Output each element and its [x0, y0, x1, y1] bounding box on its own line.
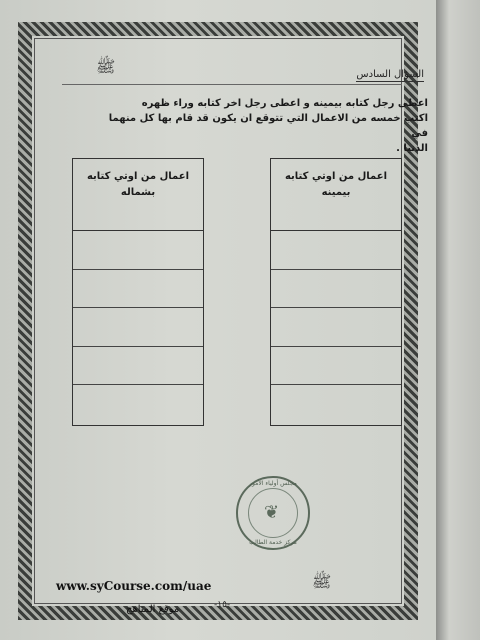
- answer-row[interactable]: [73, 231, 203, 270]
- answer-row[interactable]: [271, 308, 401, 347]
- instruction-line: اكتب خمسه من الاعمال التي تتوقع ان يكون قد قام بها كل منهما في: [108, 113, 428, 139]
- plant-icon: ❦: [264, 502, 280, 523]
- title-underline: [62, 84, 402, 85]
- handwritten-logo-icon: ﷺ: [96, 57, 116, 76]
- school-stamp: [236, 476, 310, 550]
- instruction-line: الدنيا .: [396, 143, 428, 154]
- site-url: www.syCourse.com/uae: [56, 579, 212, 593]
- answer-row[interactable]: [73, 385, 203, 424]
- box-heading-line: اعمال من اوتي كتابه: [284, 171, 388, 182]
- adjacent-page-edge: [436, 0, 480, 640]
- page-number: -١٥-: [214, 600, 231, 610]
- stamp-top-text: مجلس أولياء الأمور: [249, 480, 297, 487]
- stamp-bottom-text: مركز خدمة الطالب: [249, 539, 297, 546]
- answer-row[interactable]: [271, 347, 401, 386]
- instruction-line: اعطى رجل كتابه بيمينه و اعطى رجل اخر كتابه وراء ظهره: [141, 98, 428, 109]
- box-heading: [271, 159, 401, 231]
- question-title: السؤال السادس: [356, 69, 424, 80]
- answer-row[interactable]: [73, 270, 203, 309]
- box-heading-line: اعمال من اوتي كتابه: [86, 171, 190, 182]
- right-hand-deeds-box: [270, 158, 402, 426]
- answer-row[interactable]: [271, 231, 401, 270]
- box-heading-line: بيمينه: [321, 187, 351, 198]
- box-heading-line: بشماله: [120, 187, 156, 198]
- question-instructions: [98, 96, 428, 156]
- left-hand-deeds-box: [72, 158, 204, 426]
- answer-row[interactable]: [271, 270, 401, 309]
- answer-row[interactable]: [271, 385, 401, 424]
- box-heading: [73, 159, 203, 231]
- site-name: موقع المناهج: [126, 604, 180, 615]
- answer-row[interactable]: [73, 347, 203, 386]
- handwritten-logo-icon: ﷺ: [312, 572, 332, 591]
- answer-row[interactable]: [73, 308, 203, 347]
